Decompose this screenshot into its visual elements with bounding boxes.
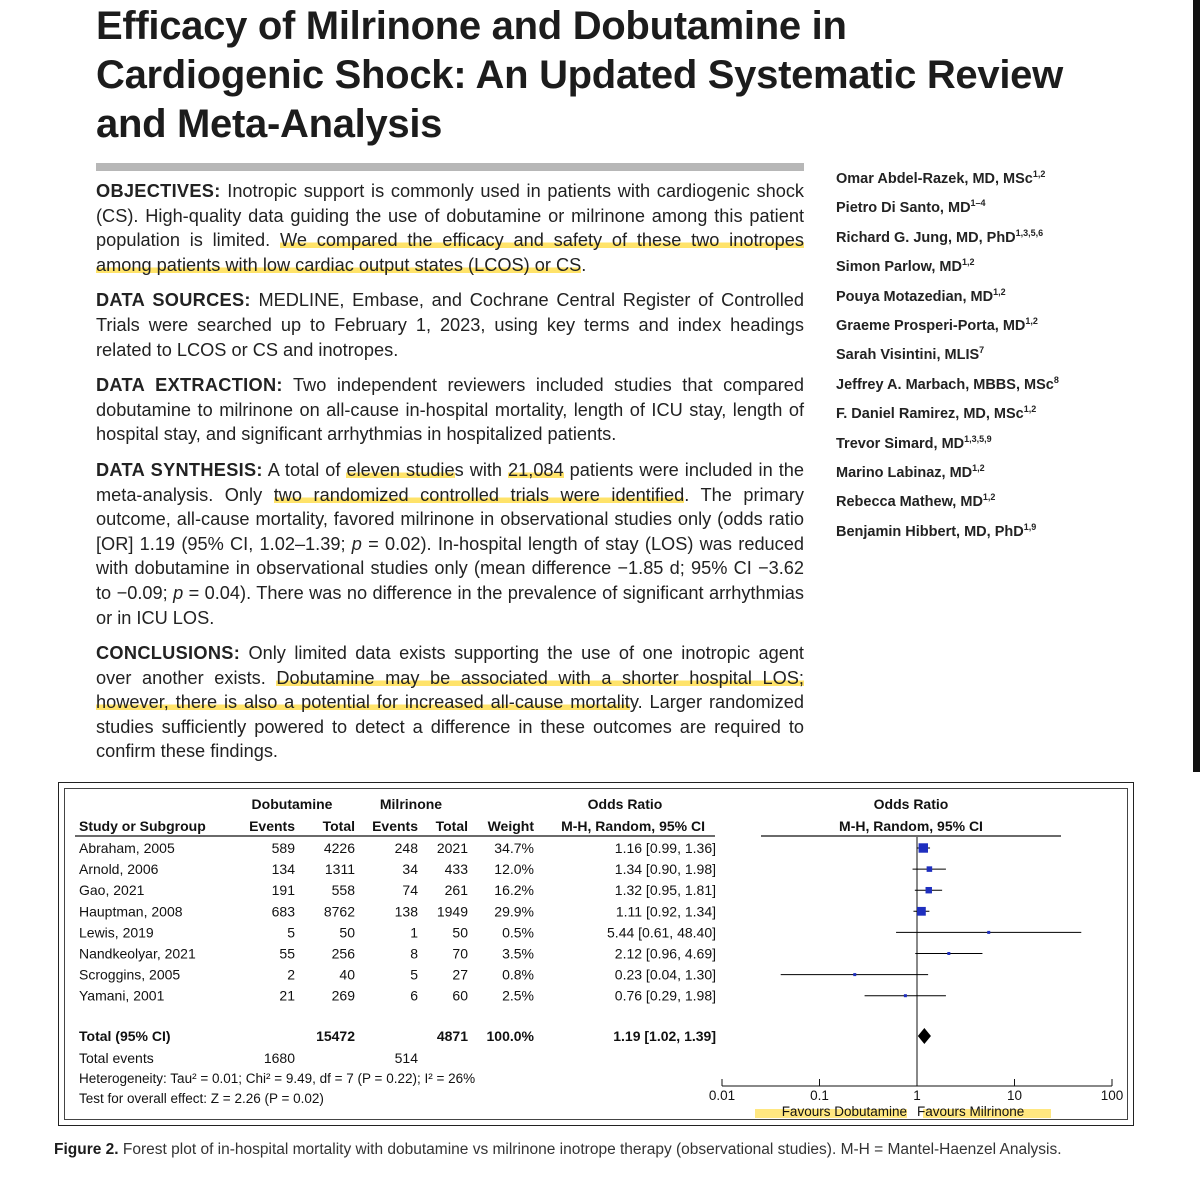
study-or-ci: 0.76 [0.29, 1.98] [614,987,716,1004]
heterogeneity-text: Heterogeneity: Tau² = 0.01; Chi² = 9.49, df = 7 (P = 0.22); I² = 26% [79,1071,476,1086]
author [836,370,1096,399]
objectives-highlight: We compared the efficacy and safety of these two inotropes among patients with low cardiac output states (LCOS) or CS [96,230,805,275]
data-sources-paragraph [96,288,804,362]
dob-events: 5 [287,924,295,941]
author [836,340,1096,369]
dob-events: 683 [271,903,295,920]
objectives-text: Inotropic support is commonly used in patients with cardiogenic shock (CS). High-quality data guiding the use of dobutamine or milrinone among this patient population is limited. [96,181,804,251]
synthesis-highlight-patients: 21,084 [508,459,564,480]
author-list [836,164,1096,546]
mil-total: 261 [444,882,468,899]
total-events-label: Total events [79,1050,154,1066]
study-name: Arnold, 2006 [79,861,159,878]
study-weight: 34.7% [494,840,534,856]
x-tick-label: 0.01 [708,1088,736,1103]
total-weight: 100.0% [486,1028,534,1044]
study-point-marker [904,994,907,997]
conclusions-text-2: y. Larger randomized studies sufficiently powered to detect a difference in these outcomes are required to confirm these findings. [96,692,804,762]
conclusions-text-1: Only limited data exists supporting the use of one inotropic agent over another exists. [96,643,804,688]
objectives-heading: OBJECTIVES: [96,181,221,201]
mil-total: 70 [452,945,468,962]
forest-plot-figure [58,782,1134,1126]
study-point-marker [926,887,932,893]
mil-events: 248 [394,840,418,856]
objectives-text-end: . [581,254,587,275]
favours-left-label: Favours Dobutamine [781,1104,907,1119]
author [836,487,1096,516]
caption-label: Figure 2. [54,1141,119,1158]
study-weight: 2.5% [502,987,534,1004]
dob-total: 558 [331,882,355,899]
dob-total: 1311 [324,861,355,878]
study-weight: 16.2% [494,882,534,899]
author [836,458,1096,487]
author-name: Richard G. Jung, MD, PhD [836,229,1016,246]
col-mil-events: Events [372,818,418,834]
data-extraction-text: Two independent reviewers included studies that compared dobutamine to milrinone on all-cause in-hospital mortality, length of ICU stay, length of hospital stay, and significant arrhythmias in hospitalized patients. [96,375,805,445]
dob-events: 2 [287,966,295,983]
study-point-marker [919,843,928,852]
author-affiliation: 1,2 [993,286,1006,297]
mil-total: 433 [444,861,468,878]
study-name: Scroggins, 2005 [79,966,181,983]
author [836,164,1096,193]
author-affiliation: 1,3,5,6 [1015,227,1044,238]
dob-total: 4226 [323,840,355,856]
author-affiliation: 1,3,5,9 [964,433,992,444]
author-name: Benjamin Hibbert, MD, PhD [836,523,1024,540]
author-name: Graeme Prosperi-Porta, MD [836,317,1026,334]
col-or-plot-method: M-H, Random, 95% CI [839,818,983,834]
author [836,223,1096,252]
author-affiliation: 1,2 [972,462,985,473]
study-weight: 29.9% [494,903,534,920]
title-rule [96,163,804,171]
author-affiliation: 8 [1053,374,1059,385]
total-label: Total (95% CI) [79,1028,171,1044]
study-name: Lewis, 2019 [79,924,154,941]
overall-effect-text: Test for overall effect: Z = 2.26 (P = 0.02) [79,1091,324,1106]
favours-right-label: Favours Milrinone [917,1104,1025,1119]
study-weight: 3.5% [502,945,534,962]
pooled-estimate-diamond [918,1028,931,1044]
author-affiliation: 1,2 [1032,169,1046,179]
author-name: Pouya Motazedian, MD [836,288,994,305]
p-symbol-2: p [173,582,184,603]
author-affiliation: 7 [979,345,985,356]
forest-plot [59,783,1135,1127]
header-odds-ratio-plot: Odds Ratio [873,796,949,812]
p-symbol: p [351,533,362,554]
synthesis-text-5: = 0.02). In-hospital length of stay (LOS) was reduced with dobutamine in observational studies only (mean difference −1.85 d; 95% CI −3.62 to −0.09; [96,533,804,603]
study-name: Yamani, 2001 [79,987,165,1004]
conclusions-paragraph [96,641,804,764]
header-milrinone: Milrinone [379,796,443,812]
data-extraction-paragraph [96,373,804,447]
dob-events: 589 [271,840,295,856]
study-or-ci: 1.32 [0.95, 1.81] [614,882,716,899]
study-or-ci: 0.23 [0.04, 1.30] [614,966,716,983]
synthesis-text-1: A total of [262,459,347,480]
dob-total: 8762 [323,903,355,920]
study-weight: 0.8% [502,966,534,983]
author-name: F. Daniel Ramirez, MD, MSc [836,405,1024,422]
synthesis-highlight-studies: eleven studie [346,459,455,480]
study-point-marker [987,931,990,934]
author-name: Jeffrey A. Marbach, MBBS, MSc [836,376,1054,393]
mil-events: 138 [394,903,418,920]
x-tick-label: 10 [1006,1088,1023,1103]
dob-total: 256 [331,945,355,962]
study-name: Gao, 2021 [79,882,145,899]
figure-caption [54,1138,1144,1162]
abstract [96,179,804,775]
dob-total: 50 [339,924,355,941]
mil-events: 74 [402,882,418,899]
study-name: Nandkeolyar, 2021 [79,945,196,962]
author-name: Simon Parlow, MD [836,259,962,275]
col-dob-events: Events [249,818,295,834]
mil-total: 27 [452,966,468,983]
study-or-ci: 1.34 [0.90, 1.98] [614,861,716,878]
conclusions-heading: CONCLUSIONS: [96,643,241,664]
header-dobutamine: Dobutamine [251,796,333,812]
x-tick-label: 1 [913,1088,921,1103]
dob-events: 55 [279,945,295,962]
author [836,429,1096,458]
header-odds-ratio: Odds Ratio [587,796,663,812]
dob-events: 134 [271,861,295,878]
total-events-dob: 1680 [263,1050,295,1066]
study-point-marker [947,952,950,955]
mil-total: 50 [452,924,468,941]
study-weight: 0.5% [502,924,534,941]
author-name: Rebecca Mathew, MD [836,494,983,511]
col-or-method: M-H, Random, 95% CI [561,818,705,834]
mil-total: 2021 [436,840,468,856]
data-extraction-heading: DATA EXTRACTION: [96,375,283,396]
data-sources-text: MEDLINE, Embase, and Cochrane Central Register of Controlled Trials were searched up to February 1, 2023, using key terms and index headings related to LCOS or CS and inotropes. [96,290,804,360]
mil-events: 1 [410,924,418,941]
author-affiliation: 1,2 [982,492,996,503]
mil-events: 6 [410,987,418,1004]
study-or-ci: 2.12 [0.96, 4.69] [614,945,716,962]
total-dob: 15472 [316,1028,355,1044]
author-affiliation: 1–4 [970,198,986,209]
col-dob-total: Total [322,818,355,834]
caption-text: Forest plot of in-hospital mortality with dobutamine vs milrinone inotrope therapy (observational studies). M-H = Mantel-Haenzel Analysis. [118,1141,1062,1158]
synthesis-highlight-rct: two randomized controlled trials were identified [273,484,685,505]
total-or-ci: 1.19 [1.02, 1.39] [613,1028,716,1044]
author [836,193,1096,222]
mil-total: 60 [452,987,468,1004]
study-or-ci: 1.16 [0.99, 1.36] [614,840,716,856]
study-point-marker [927,866,933,872]
total-mil: 4871 [436,1028,468,1044]
author [836,282,1096,311]
study-or-ci: 5.44 [0.61, 48.40] [607,924,716,941]
author-name: Omar Abdel-Razek, MD, MSc [836,170,1033,187]
author [836,252,1096,281]
author-affiliation: 1,2 [1023,404,1037,415]
x-tick-label: 100 [1100,1088,1124,1103]
study-weight: 12.0% [494,861,534,878]
mil-events: 34 [402,861,418,878]
synthesis-text-3: patients were included in the meta-analysis. Only [96,459,804,505]
col-mil-total: Total [435,818,468,834]
author-affiliation: 1,2 [1025,315,1038,326]
study-name: Abraham, 2005 [79,840,175,856]
col-study: Study or Subgroup [79,818,206,834]
author-name: Marino Labinaz, MD [836,464,973,481]
x-tick-label: 0.1 [810,1088,829,1103]
data-sources-heading: DATA SOURCES: [96,290,251,311]
author [836,399,1096,428]
synthesis-text-2: s with [454,459,509,480]
total-events-mil: 514 [394,1050,418,1066]
synthesis-text-6: = 0.04). There was no difference in the prevalence of significant arrhythmias or in ICU LOS. [96,582,804,628]
col-weight: Weight [487,818,534,834]
data-synthesis-heading: DATA SYNTHESIS: [96,459,263,480]
mil-events: 8 [410,945,418,962]
study-point-marker [917,907,926,916]
author [836,311,1096,340]
study-name: Hauptman, 2008 [79,903,183,920]
mil-events: 5 [410,966,418,983]
synthesis-text-4: . The primary outcome, all-cause mortality, favored milrinone in observational studies only (odds ratio [OR] 1.19 (95% CI, 1.02–1.39; [96,484,804,554]
article-title: Efficacy of Milrinone and Dobutamine in Cardiogenic Shock: An Updated Systematic Review and Meta-Analysis [96,4,1063,146]
study-point-marker [853,973,856,976]
author-name: Sarah Visintini, MLIS [836,347,980,364]
author-affiliation: 1,9 [1023,521,1037,532]
conclusions-highlight: Dobutamine may be associated with a shorter hospital LOS; however, there is also a potential for increased all-cause mortalit [96,667,804,713]
dob-events: 191 [271,882,295,899]
mil-total: 1949 [436,903,468,920]
dob-total: 269 [331,987,355,1004]
data-synthesis-paragraph [96,458,804,630]
objectives-paragraph [96,179,804,277]
page-edge [1193,0,1200,772]
author-affiliation: 1,2 [961,257,975,268]
dob-total: 40 [339,966,355,983]
author-name: Pietro Di Santo, MD [836,200,971,217]
author-name: Trevor Simard, MD [836,435,965,452]
study-or-ci: 1.11 [0.92, 1.34] [615,903,716,920]
dob-events: 21 [279,987,295,1004]
author [836,517,1096,546]
